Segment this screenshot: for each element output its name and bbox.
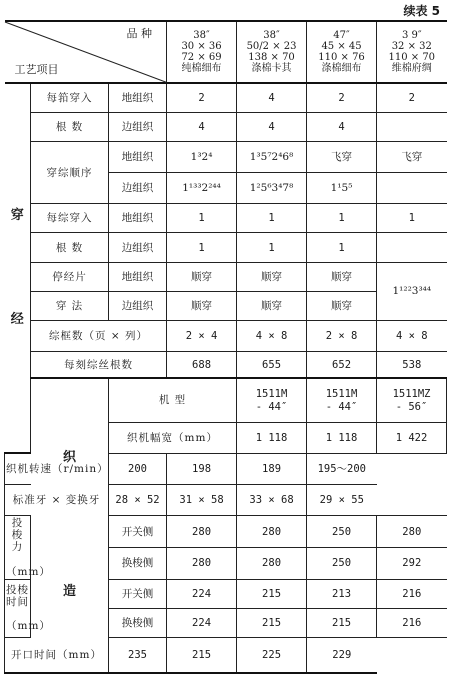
table-cell: 1 (307, 204, 377, 233)
table-cell: 1 (167, 233, 237, 262)
table-cell: 215 (237, 608, 307, 637)
table-row (5, 204, 447, 233)
header-row (5, 21, 447, 83)
dropper-label-2: 穿 法 (31, 291, 109, 320)
table-cell: 224 (167, 579, 237, 608)
table-cell: 1³5⁷2⁴6⁸ (237, 142, 307, 173)
shafts-label: 综框数（页 × 列） (31, 320, 167, 351)
width-label: 织机幅宽（mm） (109, 422, 237, 453)
sub-label: 开关侧 (109, 579, 167, 608)
table-cell: 195～200 (307, 453, 377, 484)
sub-label: 边组织 (109, 291, 167, 320)
table-cell: 652 (307, 351, 377, 378)
table-cell: 4 (237, 83, 307, 112)
table-cell: 1²5⁶3⁴7⁸ (237, 173, 307, 204)
section-label-warp: 穿 经 (5, 83, 31, 453)
table-cell: 31 × 58 (167, 484, 237, 515)
sub-label: 边组织 (109, 233, 167, 262)
heddle-count-label-1: 每综穿入 (31, 204, 109, 233)
table-cell: 2 × 4 (167, 320, 237, 351)
sub-label: 地组织 (109, 83, 167, 112)
table-cell: 224 (167, 608, 237, 637)
model-label: 机 型 (109, 378, 237, 422)
pick-time-label: 投梭时间 （mm） (5, 579, 31, 637)
sub-label: 地组织 (109, 142, 167, 173)
heddles-label: 每刻综丝根数 (31, 351, 167, 378)
table-row (5, 484, 447, 515)
heddle-count-label-2: 根 数 (31, 233, 109, 262)
sub-label: 地组织 (109, 204, 167, 233)
table-cell: 280 (167, 516, 237, 548)
sub-label: 地组织 (109, 262, 167, 291)
table-cell: 1¹5⁵ (307, 173, 377, 204)
table-cell: 4 (237, 112, 307, 141)
table-cell: 538 (377, 351, 447, 378)
table-cell: 200 (109, 453, 167, 484)
table-cell: 1511M - 44″ (237, 378, 307, 422)
table-cell: 215 (167, 638, 237, 673)
table-cell: 250 (307, 516, 377, 548)
table-cell: 4 (167, 112, 237, 141)
table-cell: 1 (237, 204, 307, 233)
table-cell: 4 × 8 (377, 320, 447, 351)
table-cell: 33 × 68 (237, 484, 307, 515)
table-cell: 215 (237, 579, 307, 608)
dropper-label-1: 停经片 (31, 262, 109, 291)
table-cell: 飞穿 (377, 142, 447, 173)
table-row (5, 638, 447, 673)
speed-label: 织机转速（r/min） (5, 453, 109, 484)
table-cell: 飞穿 (307, 142, 377, 173)
table-cell: 655 (237, 351, 307, 378)
table-cell: 198 (167, 453, 237, 484)
table-cell: 189 (237, 453, 307, 484)
table-cell: 顺穿 (167, 262, 237, 291)
table-cell: 292 (377, 547, 447, 579)
table-row (5, 320, 447, 351)
table-cell: 216 (377, 608, 447, 637)
process-table (4, 20, 447, 674)
diagonal-header-cell (5, 21, 167, 83)
table-cell: 1 422 (377, 422, 447, 453)
table-cell: 688 (167, 351, 237, 378)
table-row (5, 83, 447, 112)
sub-label: 换梭侧 (109, 547, 167, 579)
table-row (5, 233, 447, 262)
table-cell: 1 (167, 204, 237, 233)
process-label: 工艺项目 (14, 62, 59, 76)
table-row (5, 351, 447, 378)
table-cell: 215 (307, 608, 377, 637)
table-cell: 229 (307, 638, 377, 673)
table-cell: 280 (237, 547, 307, 579)
table-cell: 顺穿 (237, 291, 307, 320)
table-cell: 29 × 55 (307, 484, 377, 515)
table-cell: 4 × 8 (237, 320, 307, 351)
table-cell: 2 (167, 83, 237, 112)
column-header-4: 3 9″ 32 × 32 110 × 70 维棉府绸 (377, 21, 447, 83)
table-cell: 213 (307, 579, 377, 608)
table-cell (377, 233, 447, 262)
column-header-1: 38″ 30 × 36 72 × 69 纯棉细布 (167, 21, 237, 83)
table-cell: 1 (307, 233, 377, 262)
table-cell: 1511MZ - 56″ (377, 378, 447, 422)
sub-label: 换梭侧 (109, 608, 167, 637)
table-cell: 2 (307, 83, 377, 112)
shed-label: 开口时间（mm） (5, 638, 109, 673)
sub-label: 边组织 (109, 112, 167, 141)
table-cell: 1511M - 44″ (307, 378, 377, 422)
table-row (5, 262, 447, 291)
table-cell: 1³2⁴ (167, 142, 237, 173)
section-label-weave: 织 造 (31, 378, 109, 673)
heddle-order-label: 穿综顺序 (31, 142, 109, 204)
sub-label: 边组织 (109, 173, 167, 204)
table-row (5, 142, 447, 173)
reed-label-1: 每筘穿入 (31, 83, 109, 112)
table-cell: 280 (167, 547, 237, 579)
table-cell: 顺穿 (307, 291, 377, 320)
table-cell: 280 (237, 516, 307, 548)
sub-label: 开关侧 (109, 516, 167, 548)
table-cell: 4 (307, 112, 377, 141)
table-row (5, 378, 447, 422)
table-cell (377, 112, 447, 141)
table-cell: 1 (237, 233, 307, 262)
pick-force-label: 投 梭 力 （mm） (6, 517, 51, 578)
table-cell: 28 × 52 (109, 484, 167, 515)
table-cell: 235 (109, 638, 167, 673)
table-row (5, 112, 447, 141)
table-cell: 1 118 (237, 422, 307, 453)
table-cell: 1 (377, 204, 447, 233)
table-cell (377, 173, 447, 204)
gear-label: 标准牙 × 变换牙 (5, 484, 109, 515)
column-header-2: 38″ 50/2 × 23 138 × 70 涤棉卡其 (237, 21, 307, 83)
table-cell: 顺穿 (237, 262, 307, 291)
table-cell: 280 (377, 516, 447, 548)
column-header-3: 47″ 45 × 45 110 × 76 涤棉细布 (307, 21, 377, 83)
table-cell: 1¹²²3³⁴⁴ (377, 262, 447, 320)
table-caption: 续表 5 (403, 4, 440, 18)
table-cell: 225 (237, 638, 307, 673)
variety-label: 品 种 (126, 27, 153, 40)
table-cell: 2 × 8 (307, 320, 377, 351)
table-cell: 顺穿 (167, 291, 237, 320)
table-cell: 顺穿 (307, 262, 377, 291)
table-cell: 1¹³³2²⁴⁴ (167, 173, 237, 204)
reed-label-2: 根 数 (31, 112, 109, 141)
table-cell: 2 (377, 83, 447, 112)
table-cell: 216 (377, 579, 447, 608)
table-cell: 250 (307, 547, 377, 579)
table-cell: 1 118 (307, 422, 377, 453)
